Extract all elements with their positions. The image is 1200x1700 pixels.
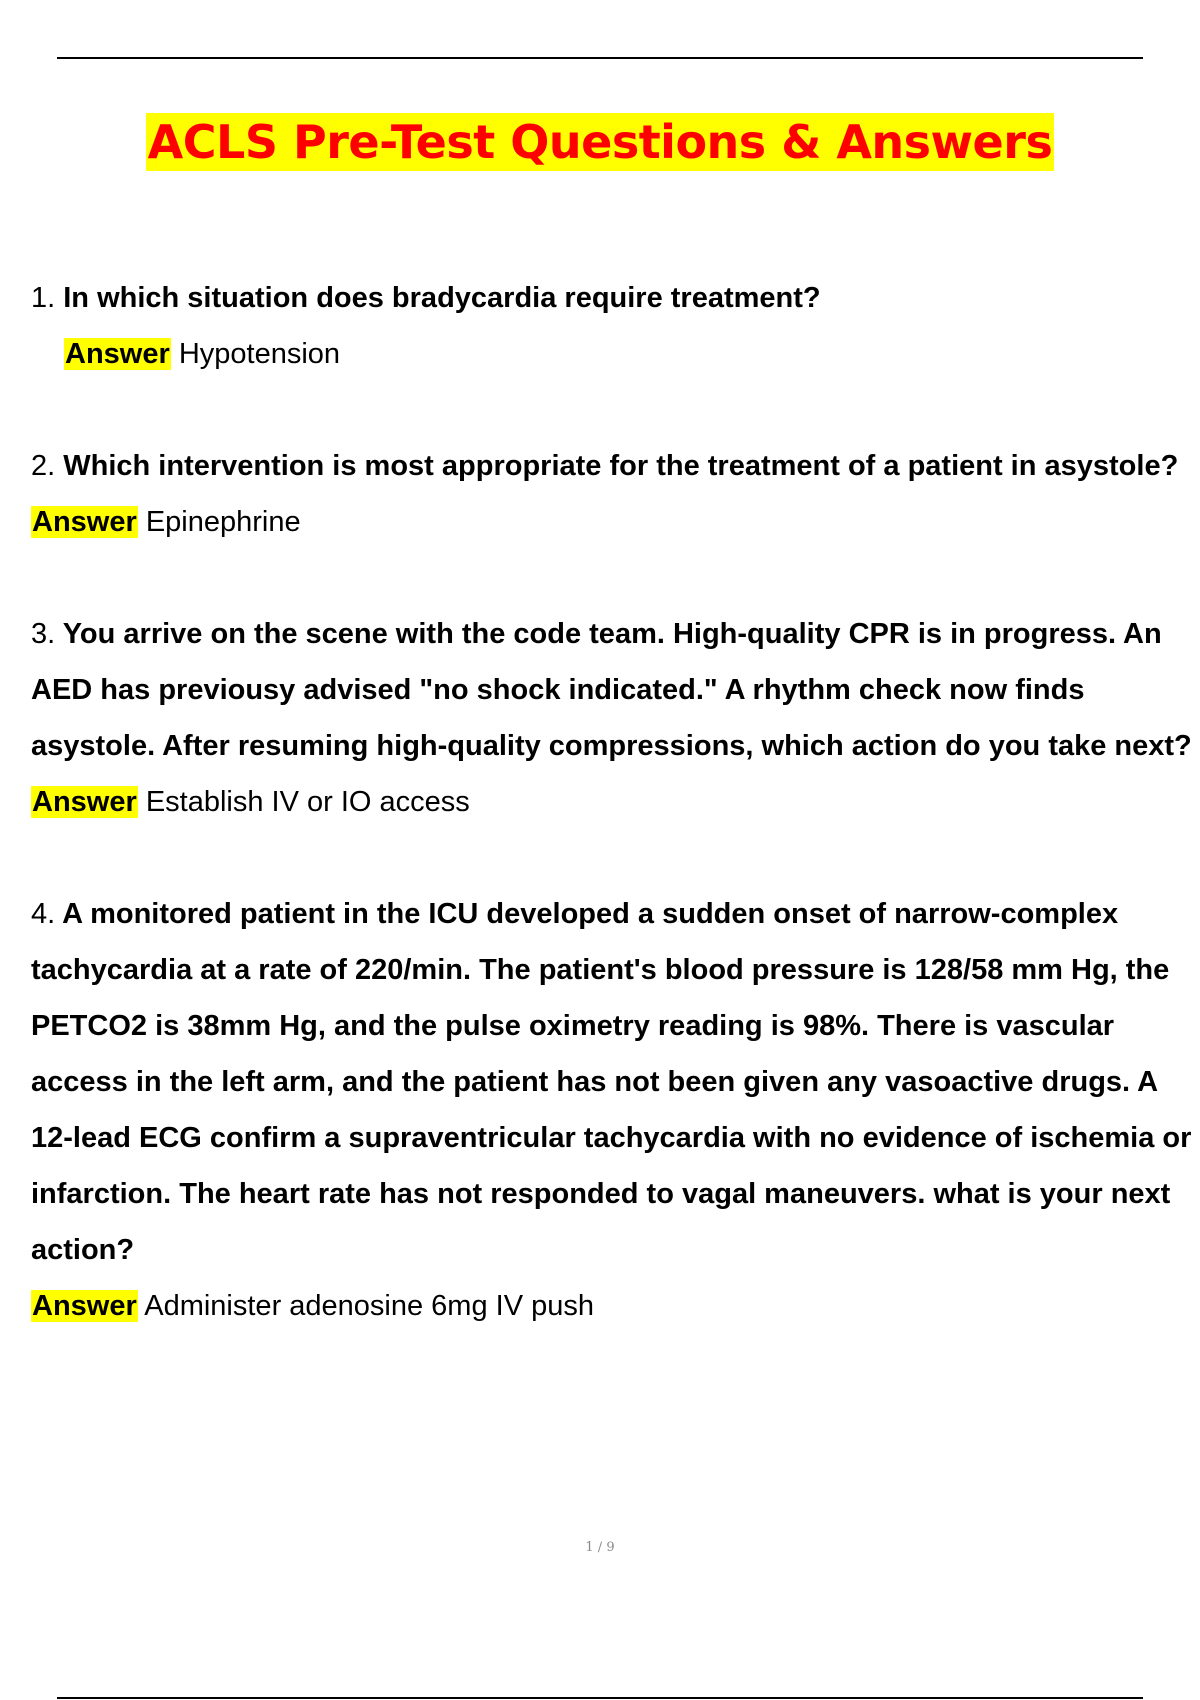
answer-label: Answer: [32, 1290, 137, 1322]
bottom-rule: [57, 1697, 1143, 1699]
question-body: In which situation does bradycardia require treatment?: [63, 282, 821, 314]
page-title: ACLS Pre-Test Questions & Answers: [147, 115, 1053, 169]
question-number: 3.: [31, 618, 56, 650]
question-number: 2.: [31, 450, 56, 482]
title-container: [0, 113, 1200, 171]
answer-label: Answer: [65, 338, 170, 370]
question-item-2: [31, 438, 1200, 550]
answer-line: [31, 1278, 1200, 1334]
answer-line: [31, 494, 1200, 550]
question-body: Which intervention is most appropriate for the treatment of a patient in asystole?: [63, 450, 1179, 482]
question-body: You arrive on the scene with the code team. High-quality CPR is in progress. An AED has previousy advised "no shock indicated." A rhythm check now finds asystole. After resuming high-quality compressions, which action do you take next?: [31, 618, 1192, 762]
answer-line: [31, 326, 1200, 382]
question-text: [31, 886, 1200, 1278]
question-item-4: [31, 886, 1200, 1334]
question-item-1: [31, 270, 1200, 382]
question-text: [31, 438, 1200, 494]
answer-text: Administer adenosine 6mg IV push: [144, 1290, 594, 1322]
answer-text: Hypotension: [178, 338, 341, 370]
question-text: [31, 606, 1200, 774]
top-rule: [57, 57, 1143, 59]
question-list: [31, 270, 1200, 1334]
answer-line: [31, 774, 1200, 830]
answer-text: Epinephrine: [145, 506, 301, 538]
page-number: 1 / 9: [585, 1540, 615, 1555]
question-number: 4.: [31, 898, 56, 930]
question-item-3: [31, 606, 1200, 830]
question-text: [31, 270, 1200, 326]
answer-label: Answer: [32, 506, 137, 538]
question-number: 1.: [31, 282, 56, 314]
answer-text: Establish IV or IO access: [145, 786, 470, 818]
question-body: A monitored patient in the ICU developed a sudden onset of narrow-complex tachycardia at a rate of 220/min. The patient's blood pressure is 128/58 mm Hg, the PETCO2 is 38mm Hg, and the pulse oximetry reading is 98%. There is vascular access in the left arm, and the patient has not been given any vasoactive drugs. A 12-lead ECG confirm a supraventricular tachycardia with no evidence of ischemia or infarction. The heart rate has not responded to vagal maneuvers. what is your next action?: [31, 898, 1192, 1266]
answer-label: Answer: [32, 786, 137, 818]
